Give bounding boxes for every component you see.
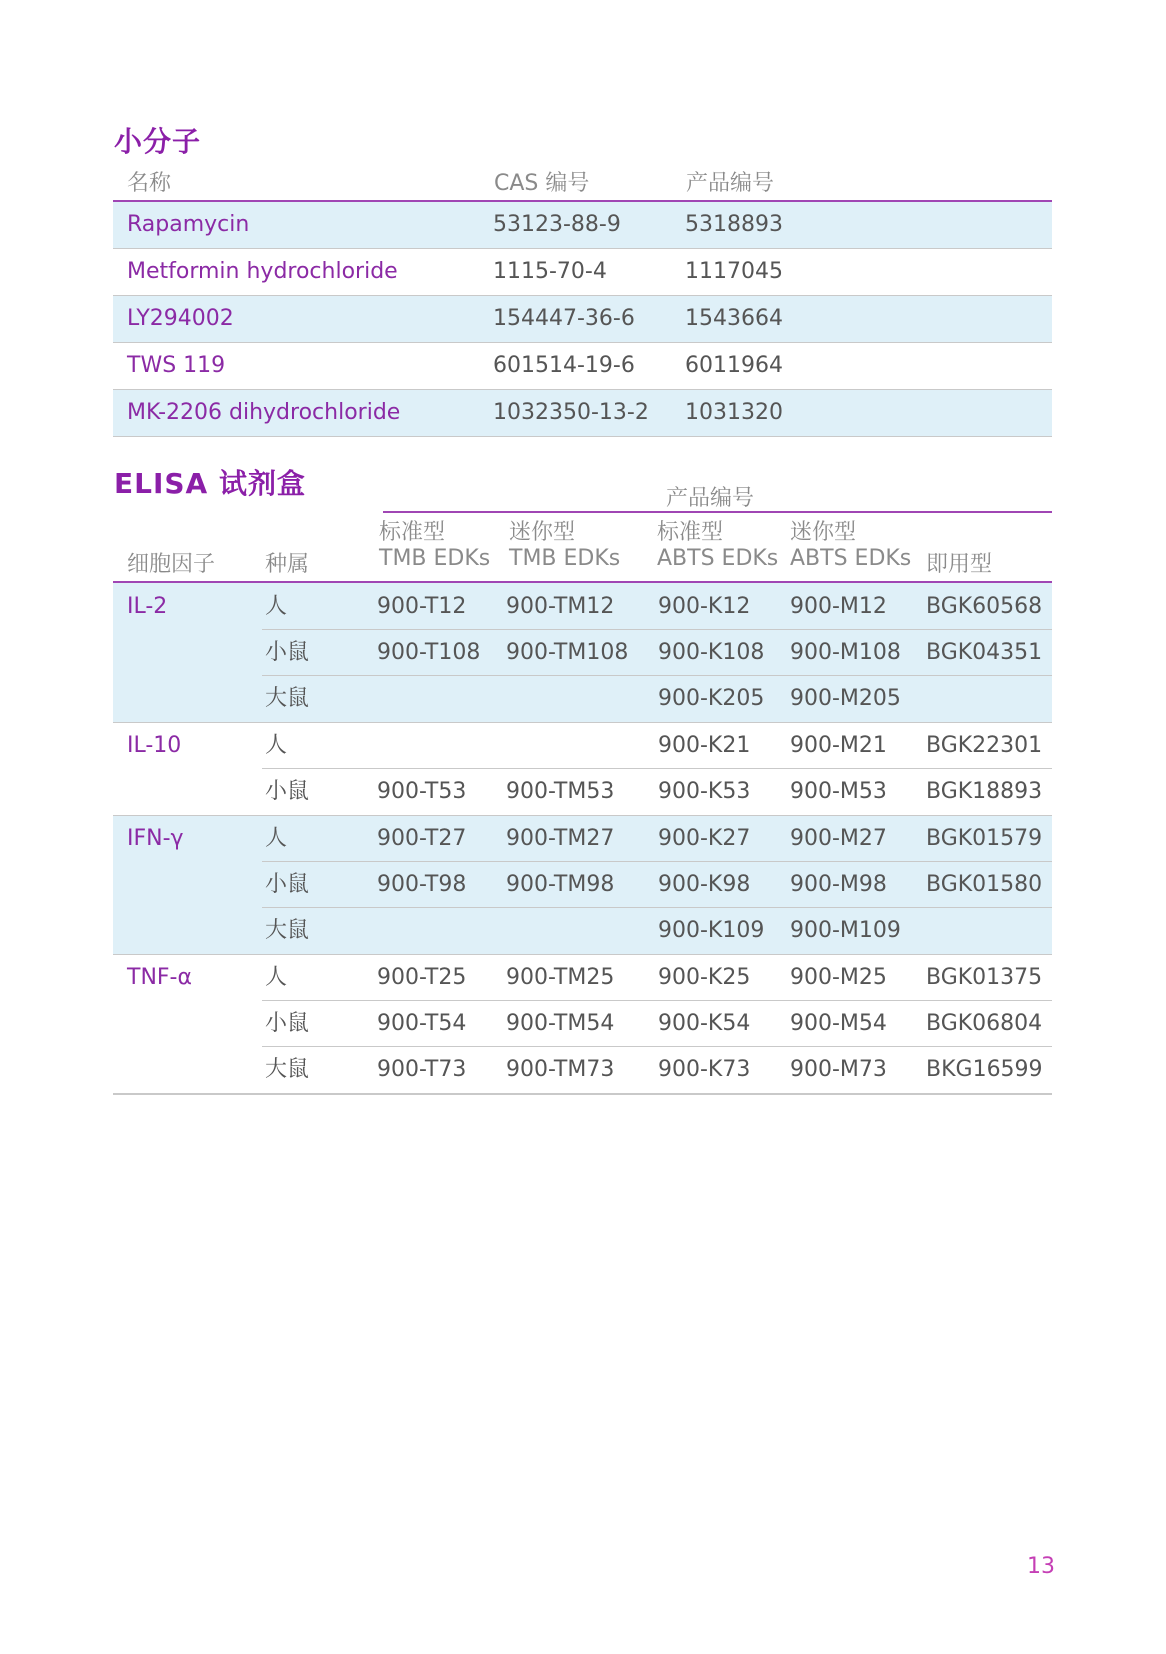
mini-abts: 900-M98	[790, 872, 887, 897]
header-name: 名称	[127, 171, 172, 196]
product-number: 1543664	[685, 306, 783, 331]
ready-to-use: BGK06804	[926, 1011, 1043, 1036]
compound-name: MK-2206 dihydrochloride	[127, 400, 401, 425]
ready-to-use: BGK18893	[926, 779, 1043, 804]
mini-abts: 900-M73	[790, 1057, 887, 1082]
table-row	[113, 343, 1052, 390]
header-mini-abts-line2: ABTS EDKs	[790, 546, 912, 571]
header-species: 种属	[265, 552, 310, 577]
mini-abts: 900-M108	[790, 640, 901, 665]
header-mini-tmb-line2: TMB EDKs	[509, 546, 621, 571]
species: 人	[265, 594, 288, 619]
std-abts: 900-K25	[658, 965, 751, 990]
row-divider	[262, 675, 1052, 676]
mini-abts: 900-M54	[790, 1011, 887, 1036]
cytokine-name: IL-2	[127, 594, 168, 619]
header-std-abts-line1: 标准型	[657, 520, 724, 545]
species: 小鼠	[265, 640, 310, 665]
compound-name: LY294002	[127, 306, 234, 331]
std-tmb: 900-T54	[377, 1011, 467, 1036]
std-abts: 900-K98	[658, 872, 751, 897]
std-abts: 900-K54	[658, 1011, 751, 1036]
compound-name: TWS 119	[127, 353, 226, 378]
mini-abts: 900-M27	[790, 826, 887, 851]
std-tmb: 900-T108	[377, 640, 481, 665]
cas-number: 601514-19-6	[493, 353, 635, 378]
header-mini-abts	[790, 520, 911, 572]
mini-abts: 900-M53	[790, 779, 887, 804]
cas-number: 1032350-13-2	[493, 400, 649, 425]
mini-tmb: 900-TM27	[506, 826, 615, 851]
group-divider	[113, 815, 1052, 816]
row-divider	[262, 629, 1052, 630]
ready-to-use: BGK22301	[926, 733, 1043, 758]
species: 人	[265, 965, 288, 990]
row-divider	[262, 1000, 1052, 1001]
compound-name: Metformin hydrochloride	[127, 259, 398, 284]
std-tmb: 900-T98	[377, 872, 467, 897]
species: 小鼠	[265, 779, 310, 804]
row-divider	[262, 1046, 1052, 1047]
ready-to-use: BGK60568	[926, 594, 1043, 619]
row-divider	[262, 768, 1052, 769]
table-row	[113, 202, 1052, 249]
product-number: 5318893	[685, 212, 783, 237]
mini-abts: 900-M21	[790, 733, 887, 758]
species: 人	[265, 733, 288, 758]
std-abts: 900-K108	[658, 640, 765, 665]
std-abts: 900-K109	[658, 918, 765, 943]
mini-tmb: 900-TM98	[506, 872, 615, 897]
row-divider	[262, 907, 1052, 908]
row-divider	[262, 861, 1052, 862]
product-number: 6011964	[685, 353, 783, 378]
std-tmb: 900-T27	[377, 826, 467, 851]
std-tmb: 900-T25	[377, 965, 467, 990]
header-std-abts	[657, 520, 778, 572]
std-abts: 900-K205	[658, 686, 765, 711]
species: 小鼠	[265, 872, 310, 897]
table-row	[113, 296, 1052, 343]
mini-abts: 900-M12	[790, 594, 887, 619]
species: 人	[265, 826, 288, 851]
std-tmb: 900-T12	[377, 594, 467, 619]
header-std-tmb	[379, 520, 490, 572]
cas-number: 1115-70-4	[493, 259, 607, 284]
elisa-title: ELISA 试剂盒	[114, 467, 306, 500]
compound-name: Rapamycin	[127, 212, 250, 237]
page-number: 13	[1027, 1554, 1055, 1579]
group-divider	[113, 954, 1052, 955]
header-std-abts-line2: ABTS EDKs	[657, 546, 779, 571]
ready-to-use: BGK01375	[926, 965, 1043, 990]
mini-tmb: 900-TM25	[506, 965, 615, 990]
table-bottom-border	[113, 1093, 1052, 1095]
header-std-tmb-line2: TMB EDKs	[379, 546, 491, 571]
header-cas: CAS 编号	[494, 171, 590, 196]
mini-tmb: 900-TM108	[506, 640, 629, 665]
std-abts: 900-K53	[658, 779, 751, 804]
product-number-group-header: 产品编号	[666, 486, 755, 511]
header-std-tmb-line1: 标准型	[379, 520, 446, 545]
mini-abts: 900-M109	[790, 918, 901, 943]
cytokine-name: TNF-α	[127, 965, 192, 990]
ready-to-use: BGK01579	[926, 826, 1043, 851]
std-abts: 900-K21	[658, 733, 751, 758]
species: 小鼠	[265, 1011, 310, 1036]
std-tmb: 900-T53	[377, 779, 467, 804]
mini-abts: 900-M205	[790, 686, 901, 711]
cas-number: 154447-36-6	[493, 306, 635, 331]
std-abts: 900-K73	[658, 1057, 751, 1082]
std-abts: 900-K27	[658, 826, 751, 851]
header-ready-to-use: 即用型	[926, 552, 993, 577]
group-header-divider	[383, 511, 1052, 513]
product-number: 1117045	[685, 259, 783, 284]
header-mini-tmb-line1: 迷你型	[509, 520, 576, 545]
mini-tmb: 900-TM54	[506, 1011, 615, 1036]
small-molecules-title: 小分子	[114, 125, 202, 158]
mini-tmb: 900-TM12	[506, 594, 615, 619]
mini-tmb: 900-TM53	[506, 779, 615, 804]
cas-number: 53123-88-9	[493, 212, 621, 237]
ready-to-use: BKG16599	[926, 1057, 1043, 1082]
cytokine-name: IFN-γ	[127, 826, 184, 851]
cytokine-name: IL-10	[127, 733, 182, 758]
table-row	[113, 249, 1052, 296]
species: 大鼠	[265, 918, 310, 943]
header-cytokine: 细胞因子	[127, 552, 216, 577]
group-divider	[113, 722, 1052, 723]
mini-tmb: 900-TM73	[506, 1057, 615, 1082]
header-mini-abts-line1: 迷你型	[790, 520, 857, 545]
mini-abts: 900-M25	[790, 965, 887, 990]
ready-to-use: BGK01580	[926, 872, 1043, 897]
species: 大鼠	[265, 1057, 310, 1082]
std-tmb: 900-T73	[377, 1057, 467, 1082]
table-row	[113, 390, 1052, 437]
std-abts: 900-K12	[658, 594, 751, 619]
ready-to-use: BGK04351	[926, 640, 1043, 665]
header-mini-tmb	[509, 520, 620, 572]
header-product-number: 产品编号	[686, 171, 775, 196]
species: 大鼠	[265, 686, 310, 711]
product-number: 1031320	[685, 400, 783, 425]
